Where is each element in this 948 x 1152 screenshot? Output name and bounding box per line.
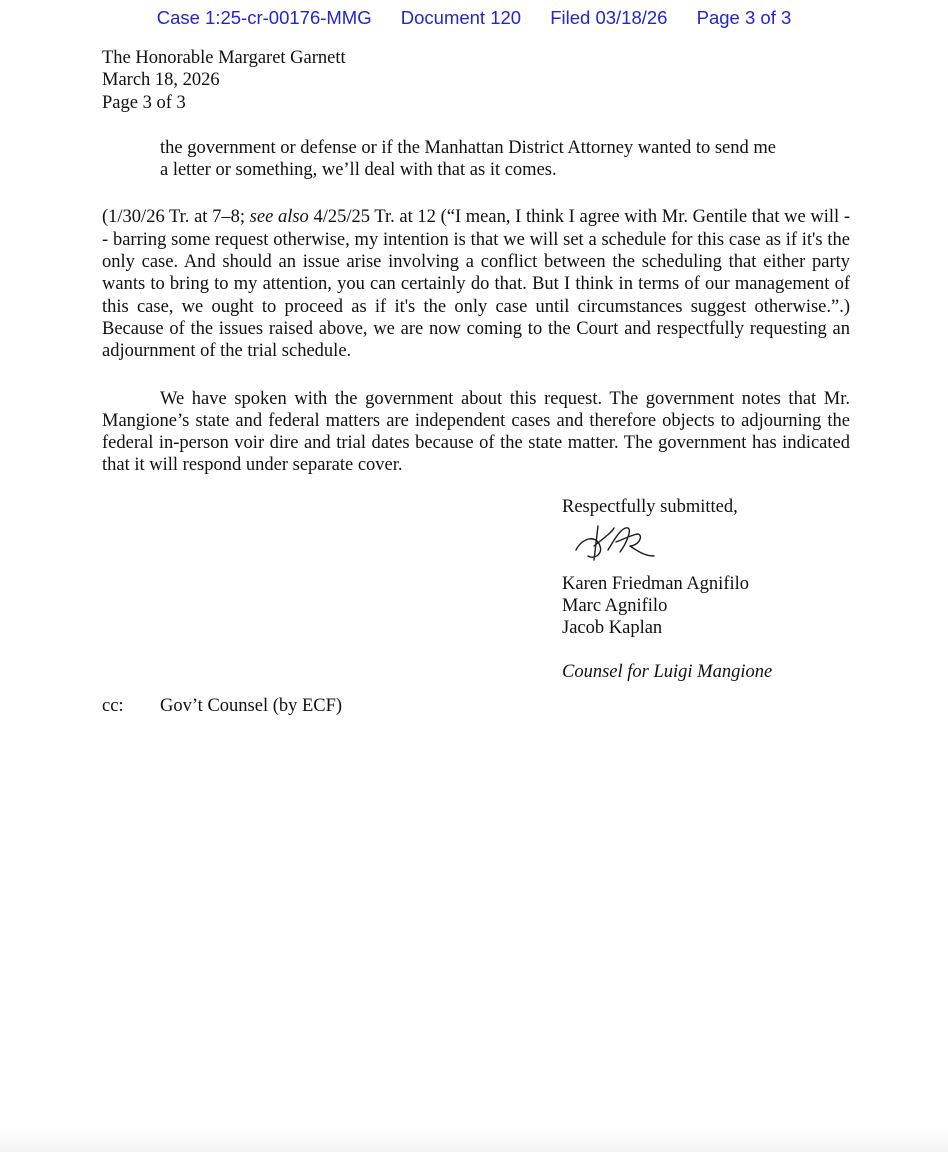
block-quote xyxy=(160,137,800,182)
paragraph-government-position: We have spoken with the government about this request. The government notes that Mr. Mangione’s state and federal matters are independent cases and therefore objects to adjourning the federal in-person voir dire and trial dates because of the state matter. The government has indicated that it will respond under separate cover. xyxy=(102,388,850,476)
signer-name: Marc Agnifilo xyxy=(562,595,668,616)
cc-recipient: Gov’t Counsel (by ECF) xyxy=(160,696,343,716)
case-number: Case 1:25-cr-00176-MMG xyxy=(156,7,372,28)
ecf-header xyxy=(0,7,948,29)
quote-line: the government or defense or if the Manhattan District Attorney wanted to send me xyxy=(160,137,776,158)
closing: Respectfully submitted, xyxy=(562,497,738,517)
cc-line xyxy=(102,695,342,717)
letter-date: March 18, 2026 xyxy=(102,70,220,91)
see-also-signal: see also xyxy=(249,207,309,228)
addressee: The Honorable Margaret Garnett xyxy=(102,48,346,68)
citation-text: (1/30/26 Tr. at 7–8; xyxy=(102,207,250,228)
page-bottom-shade xyxy=(0,1128,948,1152)
signer-name: Karen Friedman Agnifilo xyxy=(562,573,750,594)
letter-page xyxy=(102,47,850,716)
counsel-for: Counsel for Luigi Mangione xyxy=(562,662,773,683)
letter-page-number: Page 3 of 3 xyxy=(102,92,186,113)
paragraph-citation xyxy=(102,206,850,362)
signature-block xyxy=(562,496,862,684)
citation-quote-text: 4/25/25 Tr. at 12 (“I mean, I think I agree with Mr. Gentile that we will -- barring some request otherwise, my intention is that we will set a schedule for this case as if it's the only case. And should an issue arise involving a conflict between the scheduling that either party wants to bring to my attention, you can certainly do that. But I think in terms of our management of this case, we ought to proceed as if it's the only case until circumstances suggest otherwise.”.) Because of the issues raised above, we are now coming to the Court and respectfully requesting an adjournment of the trial schedule. xyxy=(102,207,850,362)
handwritten-signature xyxy=(570,520,660,564)
quote-line: a letter or something, we’ll deal with that as it comes. xyxy=(160,160,557,181)
cc-label: cc: xyxy=(102,696,124,716)
document-number: Document 120 xyxy=(400,7,522,28)
filed-date: Filed 03/18/26 xyxy=(550,7,668,28)
letter-header xyxy=(102,47,850,114)
signer-name: Jacob Kaplan xyxy=(562,618,663,639)
ecf-page-number: Page 3 of 3 xyxy=(696,7,792,28)
